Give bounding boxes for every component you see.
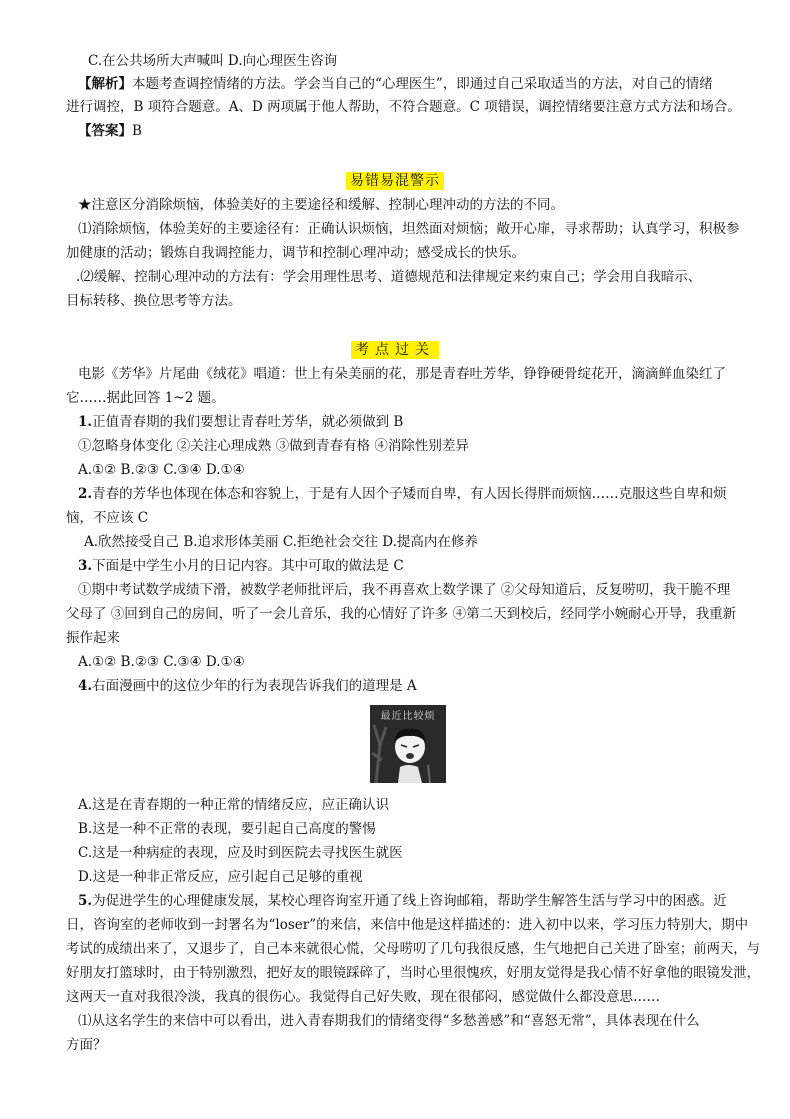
warning-line-4: .⑵缓解、控制心理冲动的方法有：学会用理性思考、道德规范和法律规定来约束自己；学会用自我暗示、 bbox=[76, 269, 702, 285]
answer bbox=[78, 122, 142, 140]
question-4: 4.右面漫画中的这位少年的行为表现告诉我们的道理是 A bbox=[78, 678, 417, 694]
question-5-line-4: 好朋友打篮球时，由于特别激烈，把好友的眼镜踩碎了，当时心里很愧疚，好朋友觉得是我心情不好拿他的眼镜发泄， bbox=[66, 965, 760, 981]
question-5-line-5: 这两天一直对我很冷淡，我真的很伤心。我觉得自己好失败，现在很郁闷，感觉做什么都没意思…… bbox=[66, 989, 660, 1005]
passage-line-2: 它……据此回答 1~2 题。 bbox=[66, 390, 225, 406]
warning-line-3: 加健康的活动；锻炼自我调控能力，调节和控制心理冲动；感受成长的快乐。 bbox=[66, 245, 525, 261]
question-4-option-b: B.这是一种不正常的表现，要引起自己高度的警惕 bbox=[78, 821, 376, 837]
warning-line-5: 目标转移、换位思考等方法。 bbox=[66, 293, 242, 309]
question-2: 2.青春的芳华也体现在体态和容貌上，于是有人因个子矮而自卑，有人因长得胖而烦恼……克服这些自卑和烦 bbox=[78, 486, 727, 502]
warning-line-1: ★注意区分消除烦恼，体验美好的主要途径和缓解、控制心理冲动的方法的不同。 bbox=[78, 197, 564, 213]
question-3-line-3: 振作起来 bbox=[66, 630, 120, 646]
question-1-options: A.①② B.②③ C.③④ D.①④ bbox=[78, 462, 245, 478]
question-2-options: A.欣然接受自己 B.追求形体美丽 C.拒绝社会交往 D.提高内在修养 bbox=[84, 534, 478, 550]
checkpoint-heading: 考点过关 bbox=[0, 340, 790, 360]
comic-caption: 最近比较烦 bbox=[380, 711, 436, 722]
passage-line-1: 电影《芳华》片尾曲《绒花》唱道：世上有朵美丽的花，那是青春吐芳华，铮铮硬骨绽花开，滴滴鲜血染红了 bbox=[78, 366, 726, 382]
question-3-line-1: ①期中考试数学成绩下滑，被数学老师批评后，我不再喜欢上数学课了 ②父母知道后，反复唠叨，我干脆不理 bbox=[78, 582, 731, 598]
analysis-label: 【解析】 bbox=[78, 76, 132, 92]
warning-heading: 易错易混警示 bbox=[0, 171, 790, 191]
analysis-line-2: 进行调控，B 项符合题意。A、D 两项属于他人帮助，不符合题意。C 项错误，调控情绪要注意方式方法和场合。 bbox=[66, 99, 741, 115]
question-3: 3.下面是中学生小月的日记内容。其中可取的做法是 C bbox=[78, 558, 404, 574]
options-cd: C.在公共场所大声喊叫 D.向心理医生咨询 bbox=[88, 53, 338, 69]
question-4-option-a: A.这是在青春期的一种正常的情绪反应，应正确认识 bbox=[78, 797, 390, 813]
question-3-line-2: 父母了 ③回到自己的房间，听了一会儿音乐，我的心情好了许多 ④第二天到校后，经同学小婉耐心开导，我重新 bbox=[66, 606, 737, 622]
question-1: 1.正值青春期的我们要想让青春吐芳华，就必须做到 B bbox=[78, 414, 404, 430]
question-4-option-d: D.这是一种非正常反应，应引起自己足够的重视 bbox=[78, 869, 363, 885]
comic-image bbox=[370, 705, 446, 783]
question-3-options: A.①② B.②③ C.③④ D.①④ bbox=[78, 654, 245, 670]
analysis-line-1: 【解析】本题考查调控情绪的方法。学会当自己的“心理医生”，即通过自己采取适当的方法，对自己的情绪 bbox=[78, 76, 713, 92]
warning-line-2: ⑴消除烦恼，体验美好的主要途径有：正确认识烦恼，坦然面对烦恼；敞开心扉，寻求帮助；认真学习，积极参 bbox=[78, 221, 740, 237]
answer-value: B bbox=[132, 123, 142, 139]
question-5: 5.为促进学生的心理健康发展，某校心理咨询室开通了线上咨询邮箱，帮助学生解答生活与学习中的困惑。近 bbox=[78, 893, 727, 909]
question-2-line-2: 恼，不应该 C bbox=[66, 510, 149, 526]
question-5-line-3: 考试的成绩出来了，又退步了，自己本来就很心慌，父母唠叨了几句我很反感，生气地把自己关进了卧室；前两天，与 bbox=[66, 941, 760, 957]
answer-label: 【答案】 bbox=[78, 123, 132, 139]
question-4-option-c: C.这是一种病症的表现，应及时到医院去寻找医生就医 bbox=[78, 845, 403, 861]
question-5-sub-1-line-2: 方面？ bbox=[66, 1037, 107, 1053]
question-5-line-2: 日，咨询室的老师收到一封署名为“loser”的来信，来信中他是这样描述的：进入初中以来，学习压力特别大，期中 bbox=[66, 917, 749, 933]
question-5-sub-1-line-1: ⑴从这名学生的来信中可以看出，进入青春期我们的情绪变得“多愁善感”和“喜怒无常”，具体表现在什么 bbox=[78, 1013, 700, 1029]
question-1-items: ①忽略身体变化 ②关注心理成熟 ③做到青春有格 ④消除性别差异 bbox=[78, 438, 469, 454]
